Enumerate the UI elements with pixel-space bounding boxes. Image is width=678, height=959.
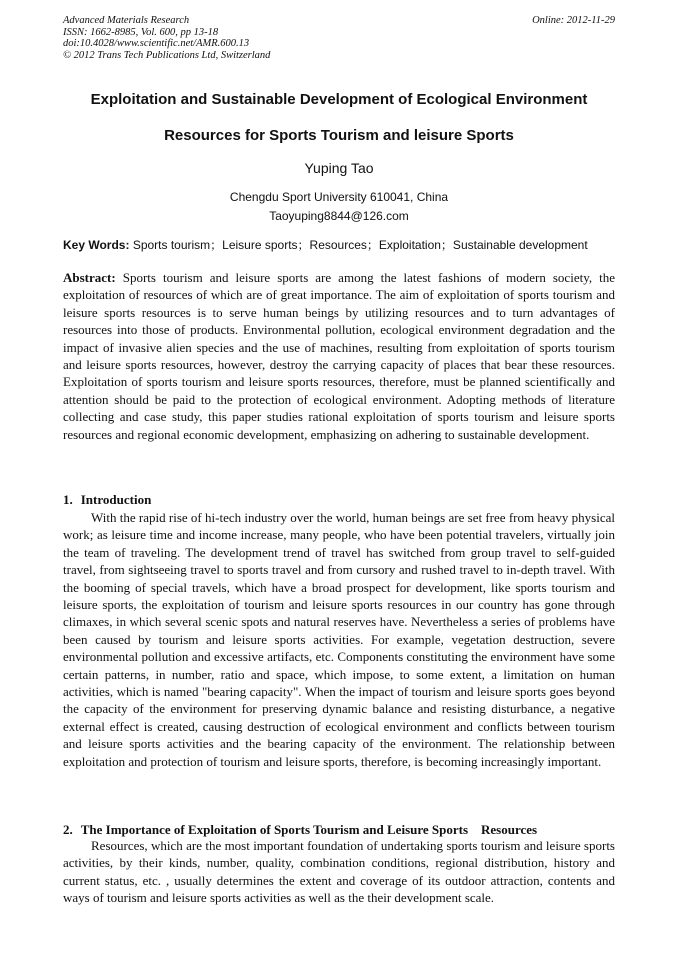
section-2-body: Resources, which are the most important foundation of undertaking sports tourism and leisure sports activities, by their kinds, number, quality, combination conditions, regional distribution, history and current status, etc. , usually determines the extent and coverage of its outdoor attraction, contents and ways of tourism and leisure sports activities as well as the their development scale. [63,838,615,906]
paper-title-line-2: Resources for Sports Tourism and leisure Sports [164,127,514,144]
abstract-label: Abstract: [63,270,116,285]
affiliation: Chengdu Sport University 610041, China [229,190,449,204]
author-name: Yuping Tao [304,160,374,176]
issn: ISSN: 1662-8985, Vol. 600, pp 13-18 [63,26,219,38]
section-2-number: 2. [63,822,73,837]
abstract-text: Sports tourism and leisure sports are among the latest fashions of modern society, the exploitation of resources of which are of great importance. The aim of exploitation of sports tourism and leisure sports resources is to serve human beings by utilizing resources and to turn advantages of resources into those of products. Environmental pollution, ecological environment degradation and the impact of invasive alien species and the use of machines, resulting from exploitation of sports tourism and leisure sports resources, however, destroy the carrying capacity of places that bear these resources. Exploitation of sports tourism and leisure sports resources, therefore, must be planned scientifically and attention should be paid to the protection of ecological environment. Adopting methods of literature collecting and case study, this paper studies rational exploitation of sports tourism and leisure sports resources and regional economic development, emphasizing on adhering to sustainable development. [63,270,616,442]
section-1-title: Introduction [80,492,152,507]
author-email: Taoyuping8844@126.com [269,209,409,223]
keywords-label: Key Words: [63,238,130,252]
keywords-text: Sports tourism；Leisure sports；Resources；Exploitation；Sustainable development [132,238,588,252]
abstract [63,269,615,443]
journal-header [63,15,615,61]
keywords [63,238,623,252]
copyright: © 2012 Trans Tech Publications Ltd, Switzerland [63,49,271,61]
section-1-number: 1. [63,492,73,507]
journal-name: Advanced Materials Research [63,15,190,26]
online-date: Online: 2012-11-29 [532,15,615,26]
doi: doi:10.4028/www.scientific.net/AMR.600.13 [63,38,250,49]
paper-title-line-1: Exploitation and Sustainable Development of Ecological Environment [90,91,588,108]
section-1-heading [63,491,615,508]
section-2-title: The Importance of Exploitation of Sports Tourism and Leisure Sports Resources [80,822,538,837]
section-2-heading [63,821,615,838]
section-1-body: With the rapid rise of hi-tech industry over the world, human beings are set free from heavy physical work; as leisure time and income increase, many people, who have been potential travelers, virtually join the team of traveling. The development trend of travel has switched from group travel to self-guided travel, from sightseeing travel to sports travel and from cursory and rushed travel to in-depth travel. With the booming of special travels, which have a broad prospect for development, like sports tourism and leisure sports, the exploitation of tourism and leisure sports resources in our country has gone through climaxes, in which several scenic spots and natural reserves have. Nevertheless a series of problems have been caused by tourism and leisure sports activities. For example, vegetation destruction, severe environmental pollution and excessive artifacts, etc. Components constituting the environment have some certain patterns, in number, ratio and space, which impose, to some extent, a limitation on human activities, which is named "bearing capacity". When the impact of tourism and leisure sports goes beyond the capacity of the environment for preserving dynamic balance and resisting disturbance, a negative external effect is created, causing destruction of ecological environment and conflicts between tourism and leisure sports activities and the bearing capacity of the environment. The relationship between exploitation and protection of tourism and leisure sports, therefore, is becoming increasingly important. [63,510,615,769]
